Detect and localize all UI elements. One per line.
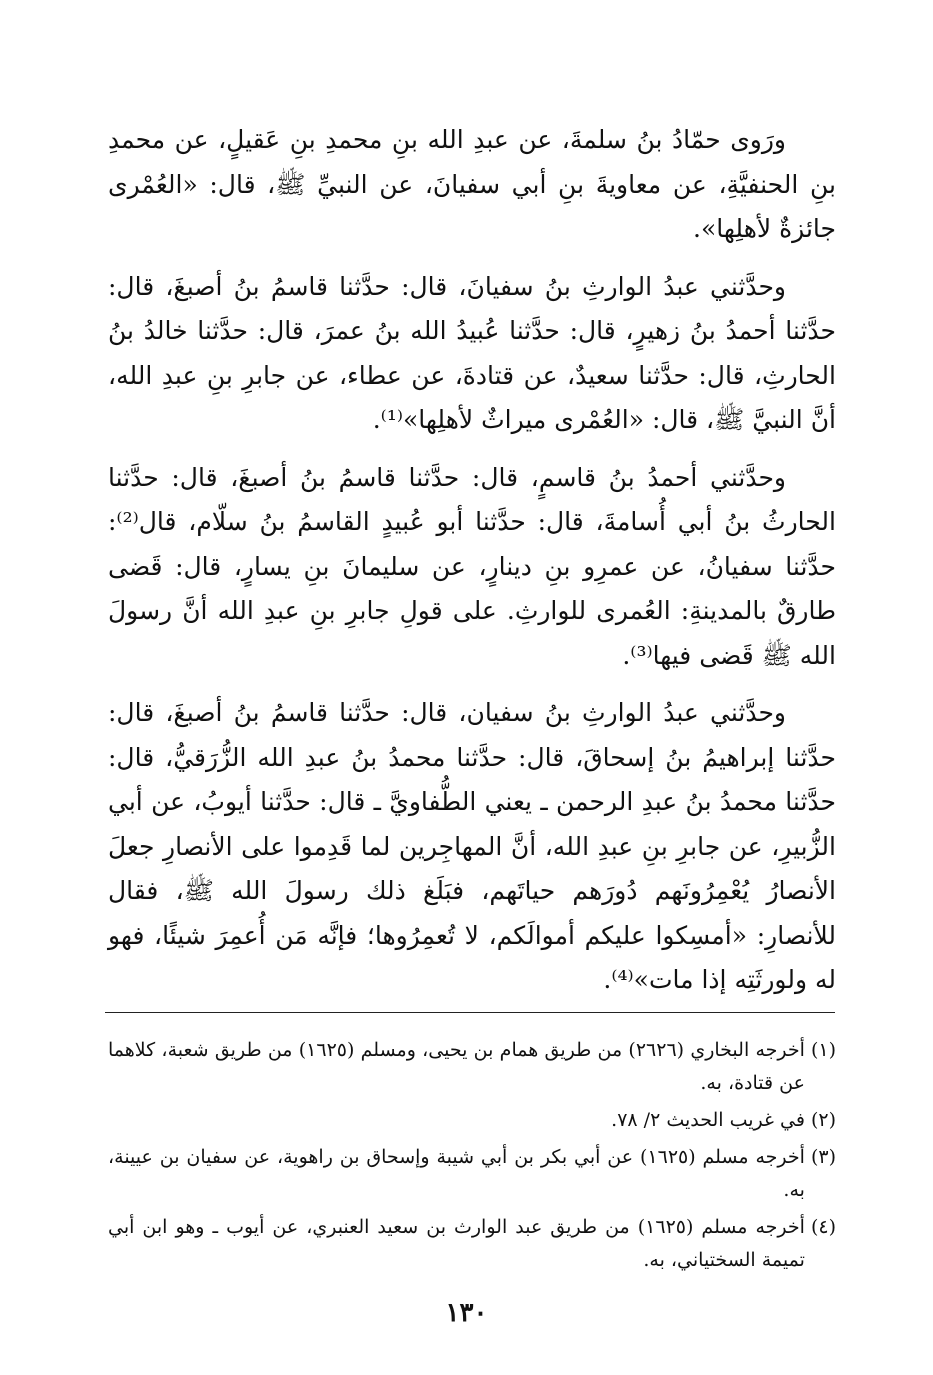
footnote bbox=[108, 1211, 836, 1277]
footnote-text: أخرجه مسلم (١٦٢٥) من طريق عبد الوارث بن سعيد العنبري، عن أيوب ـ وهو ابن أبي تميمة السختياني، به. bbox=[108, 1216, 805, 1271]
page-number: ١٣٠ bbox=[445, 1298, 488, 1328]
paragraph: وحدَّثني عبدُ الوارثِ بنُ سفيانَ، قال: حدَّثنا قاسمُ بنُ أصبغَ، قال: حدَّثنا أحمدُ بنُ زهيرٍ، قال: حدَّثنا عُبيدُ الله بنُ عمرَ، قال: حدَّثنا خالدُ بنُ الحارثِ، قال: حدَّثنا سعيدٌ، عن قتادةَ، عن عطاء، عن جابرِ بنِ عبدِ الله، أنَّ النبيَّ ﷺ، قال: «العُمْرى ميراثٌ لأهلِها»⁽¹⁾. bbox=[108, 271, 836, 434]
footnote-number: (٤) bbox=[810, 1216, 836, 1238]
footnote-number: (١) bbox=[810, 1039, 836, 1061]
footnote-divider bbox=[105, 1012, 835, 1013]
footnote-text: أخرجه البخاري (٢٦٢٦) من طريق همام بن يحيى، ومسلم (١٦٢٥) من طريق شعبة، كلاهما عن قتادة، به. bbox=[108, 1039, 805, 1094]
footnotes bbox=[108, 1034, 836, 1281]
footnote-text: في غريب الحديث ٢/ ٧٨. bbox=[611, 1109, 805, 1131]
paragraph: وحدَّثني عبدُ الوارثِ بنُ سفيان، قال: حدَّثنا قاسمُ بنُ أصبغَ، قال: حدَّثنا إبراهيمُ بنُ إسحاقَ، قال: حدَّثنا محمدُ بنُ عبدِ الله الزُّرَقيُّ، قال: حدَّثنا محمدُ بنُ عبدِ الرحمن ـ يعني الطُّفاويَّ ـ قال: حدَّثنا أيوبُ، عن أبي الزُّبيرِ، عن جابرِ بنِ عبدِ الله، أنَّ المهاجِرين لما قَدِموا على الأنصارِ جعلَ الأنصارُ يُعْمِرُونَهم دُورَهم حياتَهم، فبَلَغ ذلك رسولَ الله ﷺ، فقال للأنصارِ: «أمسِكوا عليكم أموالَكم، لا تُعمِرُوها؛ فإنَّه مَن أُعمِرَ شيئًا، فهو له ولورثَتِه إذا مات»⁽⁴⁾. bbox=[108, 698, 836, 994]
footnote-text: أخرجه مسلم (١٦٢٥) عن أبي بكر بن أبي شيبة وإسحاق بن راهوية، عن سفيان بن عيينة، به. bbox=[108, 1146, 805, 1201]
footnote bbox=[108, 1141, 836, 1207]
footnote bbox=[108, 1104, 836, 1137]
footnote-number: (٢) bbox=[810, 1109, 836, 1131]
paragraph: ورَوى حمّادُ بنُ سلمةَ، عن عبدِ الله بنِ محمدِ بنِ عَقيلٍ، عن محمدِ بنِ الحنفيَّةِ، عن معاويةَ بنِ أبي سفيانَ، عن النبيِّ ﷺ، قال: «العُمْرى جائزةٌ لأهلِها». bbox=[108, 125, 836, 243]
main-text bbox=[108, 118, 836, 1016]
footnote-number: (٣) bbox=[810, 1146, 836, 1168]
footnote bbox=[108, 1034, 836, 1100]
paragraph: وحدَّثني أحمدُ بنُ قاسمٍ، قال: حدَّثنا قاسمُ بنُ أصبغَ، قال: حدَّثنا الحارثُ بنُ أبي أُسامةَ، قال: حدَّثنا أبو عُبيدٍ القاسمُ بنُ سلّام، قال⁽²⁾: حدَّثنا سفيانُ، عن عمرِو بنِ دينارٍ، عن سليمانَ بنِ يسارٍ، قال: قَضى طارقٌ بالمدينةِ: العُمرى للوارثِ. على قولِ جابرِ بنِ عبدِ الله أنَّ رسولَ الله ﷺ قَضى فيها⁽³⁾. bbox=[108, 462, 836, 670]
